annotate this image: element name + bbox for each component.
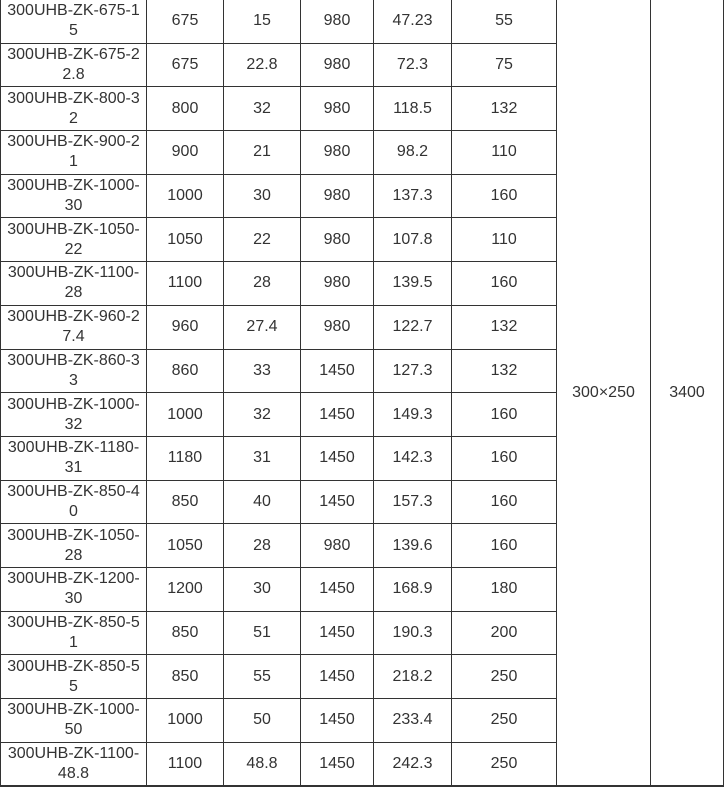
cell-head: 33 (224, 349, 301, 393)
cell-merged-value: 3400 (651, 0, 724, 786)
cell-motor: 160 (452, 524, 557, 568)
cell-power: 72.3 (374, 43, 452, 87)
cell-power: 139.6 (374, 524, 452, 568)
cell-motor: 160 (452, 262, 557, 306)
cell-speed: 1450 (301, 436, 374, 480)
cell-head: 51 (224, 611, 301, 655)
cell-flow: 960 (147, 305, 224, 349)
cell-power: 98.2 (374, 131, 452, 175)
cell-power: 137.3 (374, 174, 452, 218)
cell-model: 300UHB-ZK-800-32 (1, 87, 147, 131)
cell-speed: 980 (301, 174, 374, 218)
cell-power: 127.3 (374, 349, 452, 393)
cell-flow: 1180 (147, 436, 224, 480)
cell-flow: 1000 (147, 174, 224, 218)
cell-model: 300UHB-ZK-900-21 (1, 131, 147, 175)
cell-model: 300UHB-ZK-860-33 (1, 349, 147, 393)
cell-speed: 1450 (301, 742, 374, 786)
cell-head: 48.8 (224, 742, 301, 786)
cell-motor: 55 (452, 0, 557, 43)
cell-power: 139.5 (374, 262, 452, 306)
cell-flow: 850 (147, 611, 224, 655)
cell-motor: 160 (452, 436, 557, 480)
cell-motor: 160 (452, 174, 557, 218)
cell-motor: 250 (452, 742, 557, 786)
cell-power: 107.8 (374, 218, 452, 262)
cell-speed: 980 (301, 305, 374, 349)
cell-model: 300UHB-ZK-1180-31 (1, 436, 147, 480)
pump-spec-table-body (1, 0, 724, 786)
cell-motor: 132 (452, 87, 557, 131)
cell-motor: 110 (452, 218, 557, 262)
cell-head: 15 (224, 0, 301, 43)
cell-flow: 675 (147, 43, 224, 87)
cell-speed: 1450 (301, 611, 374, 655)
cell-flow: 1100 (147, 262, 224, 306)
cell-power: 168.9 (374, 567, 452, 611)
cell-model: 300UHB-ZK-1100-48.8 (1, 742, 147, 786)
cell-head: 22.8 (224, 43, 301, 87)
cell-merged-size: 300×250 (557, 0, 651, 786)
cell-flow: 1050 (147, 524, 224, 568)
cell-model: 300UHB-ZK-1100-28 (1, 262, 147, 306)
cell-head: 22 (224, 218, 301, 262)
cell-head: 32 (224, 393, 301, 437)
cell-power: 242.3 (374, 742, 452, 786)
cell-model: 300UHB-ZK-850-40 (1, 480, 147, 524)
cell-speed: 1450 (301, 699, 374, 743)
cell-head: 28 (224, 524, 301, 568)
cell-flow: 850 (147, 480, 224, 524)
cell-speed: 980 (301, 0, 374, 43)
cell-power: 233.4 (374, 699, 452, 743)
cell-model: 300UHB-ZK-1000-32 (1, 393, 147, 437)
cell-flow: 1050 (147, 218, 224, 262)
cell-model: 300UHB-ZK-675-15 (1, 0, 147, 43)
cell-head: 55 (224, 655, 301, 699)
cell-flow: 1100 (147, 742, 224, 786)
cell-speed: 1450 (301, 480, 374, 524)
cell-speed: 980 (301, 43, 374, 87)
cell-power: 122.7 (374, 305, 452, 349)
cell-power: 118.5 (374, 87, 452, 131)
cell-flow: 900 (147, 131, 224, 175)
cell-speed: 980 (301, 262, 374, 306)
cell-motor: 200 (452, 611, 557, 655)
cell-head: 28 (224, 262, 301, 306)
cell-motor: 250 (452, 699, 557, 743)
cell-speed: 1450 (301, 393, 374, 437)
cell-motor: 75 (452, 43, 557, 87)
cell-flow: 850 (147, 655, 224, 699)
cell-motor: 250 (452, 655, 557, 699)
cell-motor: 180 (452, 567, 557, 611)
cell-model: 300UHB-ZK-960-27.4 (1, 305, 147, 349)
cell-head: 21 (224, 131, 301, 175)
cell-model: 300UHB-ZK-1050-22 (1, 218, 147, 262)
cell-power: 142.3 (374, 436, 452, 480)
cell-head: 27.4 (224, 305, 301, 349)
cell-flow: 1200 (147, 567, 224, 611)
cell-power: 218.2 (374, 655, 452, 699)
cell-power: 149.3 (374, 393, 452, 437)
cell-model: 300UHB-ZK-1050-28 (1, 524, 147, 568)
cell-motor: 110 (452, 131, 557, 175)
cell-model: 300UHB-ZK-1200-30 (1, 567, 147, 611)
cell-flow: 675 (147, 0, 224, 43)
cell-head: 30 (224, 174, 301, 218)
cell-model: 300UHB-ZK-850-55 (1, 655, 147, 699)
cell-power: 190.3 (374, 611, 452, 655)
cell-model: 300UHB-ZK-675-22.8 (1, 43, 147, 87)
cell-speed: 980 (301, 218, 374, 262)
cell-speed: 1450 (301, 349, 374, 393)
cell-power: 47.23 (374, 0, 452, 43)
cell-speed: 1450 (301, 567, 374, 611)
cell-flow: 860 (147, 349, 224, 393)
cell-motor: 132 (452, 349, 557, 393)
cell-model: 300UHB-ZK-1000-50 (1, 699, 147, 743)
cell-speed: 980 (301, 524, 374, 568)
cell-head: 40 (224, 480, 301, 524)
cell-power: 157.3 (374, 480, 452, 524)
cell-motor: 160 (452, 480, 557, 524)
cell-speed: 980 (301, 131, 374, 175)
cell-flow: 1000 (147, 699, 224, 743)
cell-head: 50 (224, 699, 301, 743)
cell-motor: 160 (452, 393, 557, 437)
cell-speed: 980 (301, 87, 374, 131)
cell-head: 31 (224, 436, 301, 480)
cell-model: 300UHB-ZK-1000-30 (1, 174, 147, 218)
cell-flow: 800 (147, 87, 224, 131)
cell-motor: 132 (452, 305, 557, 349)
table-row (1, 0, 724, 43)
cell-head: 32 (224, 87, 301, 131)
cell-model: 300UHB-ZK-850-51 (1, 611, 147, 655)
cell-head: 30 (224, 567, 301, 611)
cell-speed: 1450 (301, 655, 374, 699)
cell-flow: 1000 (147, 393, 224, 437)
